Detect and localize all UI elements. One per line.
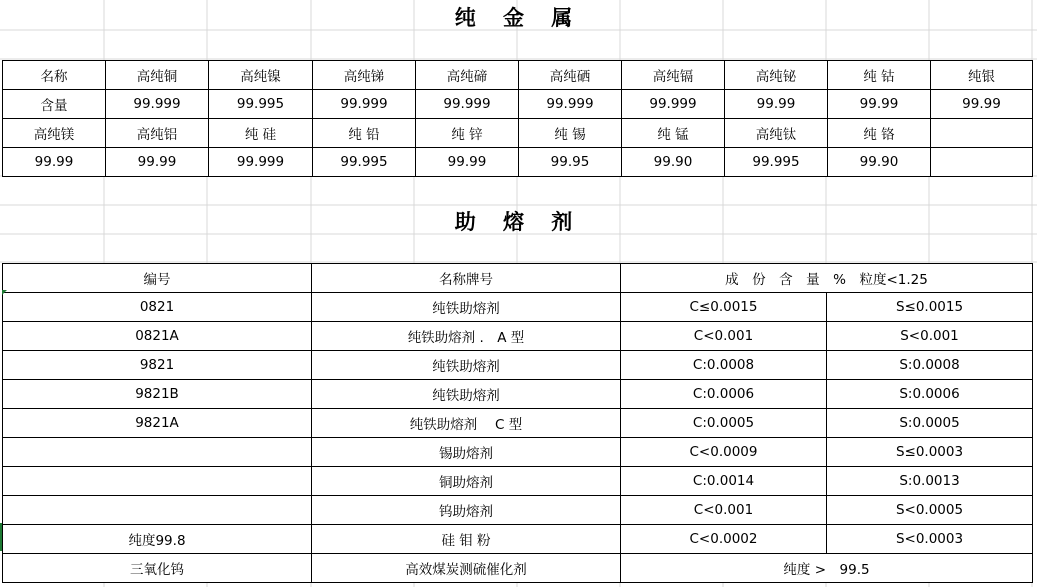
flux-code-cell[interactable]: 9821A [3, 409, 312, 438]
metal-cell[interactable]: 99.90 [622, 148, 725, 177]
flux-code-cell[interactable]: 9821 [3, 351, 312, 380]
metal-cell[interactable]: 高纯钛 [725, 119, 828, 148]
flux-name-cell[interactable]: 纯铁助熔剂 [312, 380, 621, 409]
flux-row [3, 322, 1033, 351]
metal-cell[interactable]: 纯银 [931, 61, 1033, 90]
flux-name-cell[interactable]: 锡助熔剂 [312, 438, 621, 467]
flux-sulfur-cell[interactable]: S≤0.0003 [827, 438, 1033, 467]
flux-last-purity[interactable]: 纯度 > 99.5 [621, 554, 1033, 583]
flux-row [3, 467, 1033, 496]
flux-carbon-cell[interactable]: C:0.0006 [621, 380, 827, 409]
metal-cell[interactable]: 99.99 [828, 90, 931, 119]
metal-cell[interactable]: 99.99 [106, 148, 209, 177]
metal-cell[interactable]: 高纯硒 [519, 61, 622, 90]
flux-header-row [3, 264, 1033, 293]
flux-name-cell[interactable]: 纯铁助熔剂 . A 型 [312, 322, 621, 351]
flux-carbon-cell[interactable]: C<0.0009 [621, 438, 827, 467]
metal-cell[interactable]: 99.999 [519, 90, 622, 119]
metal-cell[interactable]: 99.99 [416, 148, 519, 177]
cell-selection-corner-icon [2, 290, 7, 295]
flux-row [3, 409, 1033, 438]
metal-row [3, 148, 1033, 177]
flux-carbon-cell[interactable]: C<0.0002 [621, 525, 827, 554]
metal-row [3, 119, 1033, 148]
flux-name-cell[interactable]: 纯铁助熔剂 [312, 293, 621, 322]
metal-cell[interactable]: 纯 铅 [313, 119, 416, 148]
flux-title: 助 熔 剂 [454, 209, 583, 234]
metal-cell[interactable]: 含量 [3, 90, 106, 119]
flux-last-row [3, 554, 1033, 583]
metal-cell[interactable]: 名称 [3, 61, 106, 90]
flux-carbon-cell[interactable]: C:0.0005 [621, 409, 827, 438]
flux-code-cell[interactable]: 0821A [3, 322, 312, 351]
flux-sulfur-cell[interactable]: S:0.0006 [827, 380, 1033, 409]
flux-carbon-cell[interactable]: C<0.001 [621, 322, 827, 351]
pure-metals-table [2, 60, 1033, 177]
metal-cell[interactable]: 高纯碲 [416, 61, 519, 90]
metal-cell[interactable]: 99.999 [209, 148, 313, 177]
flux-sulfur-cell[interactable]: S:0.0005 [827, 409, 1033, 438]
flux-row [3, 438, 1033, 467]
metal-cell[interactable]: 99.95 [519, 148, 622, 177]
metal-cell[interactable]: 纯 铬 [828, 119, 931, 148]
flux-carbon-cell[interactable]: C:0.0008 [621, 351, 827, 380]
flux-name-cell[interactable]: 硅 钼 粉 [312, 525, 621, 554]
metal-cell[interactable]: 99.995 [725, 148, 828, 177]
flux-row [3, 380, 1033, 409]
flux-code-cell[interactable] [3, 496, 312, 525]
metal-cell[interactable] [931, 119, 1033, 148]
flux-code-cell[interactable]: 0821 [3, 293, 312, 322]
flux-row [3, 496, 1033, 525]
flux-sulfur-cell[interactable]: S:0.0008 [827, 351, 1033, 380]
metal-row [3, 90, 1033, 119]
flux-sulfur-cell[interactable]: S<0.0005 [827, 496, 1033, 525]
metal-cell[interactable]: 高纯铜 [106, 61, 209, 90]
flux-sulfur-cell[interactable]: S<0.001 [827, 322, 1033, 351]
metal-cell[interactable] [931, 148, 1033, 177]
flux-name-cell[interactable]: 钨助熔剂 [312, 496, 621, 525]
metal-cell[interactable]: 纯 硅 [209, 119, 313, 148]
flux-sulfur-cell[interactable]: S≤0.0015 [827, 293, 1033, 322]
flux-name-cell[interactable]: 纯铁助熔剂 [312, 351, 621, 380]
flux-sulfur-cell[interactable]: S:0.0013 [827, 467, 1033, 496]
metal-cell[interactable]: 99.999 [622, 90, 725, 119]
flux-code-cell[interactable]: 9821B [3, 380, 312, 409]
metal-cell[interactable]: 高纯镉 [622, 61, 725, 90]
flux-name-cell[interactable]: 纯铁助熔剂 C 型 [312, 409, 621, 438]
metal-cell[interactable]: 高纯锑 [313, 61, 416, 90]
metal-cell[interactable]: 纯 锰 [622, 119, 725, 148]
metal-cell[interactable]: 99.995 [313, 148, 416, 177]
metal-cell[interactable]: 99.99 [725, 90, 828, 119]
metal-cell[interactable]: 99.99 [931, 90, 1033, 119]
pure-metals-title: 纯 金 属 [454, 5, 583, 30]
flux-header-content[interactable]: 成 份 含 量 % 粒度<1.25 [621, 264, 1033, 293]
metal-cell[interactable]: 99.90 [828, 148, 931, 177]
metal-row [3, 61, 1033, 90]
flux-name-cell[interactable]: 铜助熔剂 [312, 467, 621, 496]
flux-row [3, 293, 1033, 322]
metal-cell[interactable]: 高纯铋 [725, 61, 828, 90]
flux-header-code[interactable]: 编号 [3, 264, 312, 293]
flux-code-cell[interactable] [3, 438, 312, 467]
metal-cell[interactable]: 高纯镍 [209, 61, 313, 90]
flux-table [2, 263, 1033, 583]
flux-last-name[interactable]: 高效煤炭测硫催化剂 [312, 554, 621, 583]
flux-row [3, 525, 1033, 554]
flux-code-cell[interactable] [3, 467, 312, 496]
metal-cell[interactable]: 纯 锡 [519, 119, 622, 148]
flux-code-cell[interactable]: 纯度99.8 [3, 525, 312, 554]
flux-row [3, 351, 1033, 380]
metal-cell[interactable]: 高纯镁 [3, 119, 106, 148]
metal-cell[interactable]: 高纯铝 [106, 119, 209, 148]
flux-last-code[interactable]: 三氧化钨 [3, 554, 312, 583]
flux-carbon-cell[interactable]: C:0.0014 [621, 467, 827, 496]
active-cell-indicator [0, 523, 2, 551]
flux-carbon-cell[interactable]: C<0.001 [621, 496, 827, 525]
metal-cell[interactable]: 99.995 [209, 90, 313, 119]
metal-cell[interactable]: 99.999 [106, 90, 209, 119]
flux-carbon-cell[interactable]: C≤0.0015 [621, 293, 827, 322]
metal-cell[interactable]: 99.999 [313, 90, 416, 119]
metal-cell[interactable]: 纯 钴 [828, 61, 931, 90]
flux-header-name[interactable]: 名称牌号 [312, 264, 621, 293]
flux-sulfur-cell[interactable]: S<0.0003 [827, 525, 1033, 554]
metal-cell[interactable]: 纯 锌 [416, 119, 519, 148]
metal-cell[interactable]: 99.99 [3, 148, 106, 177]
metal-cell[interactable]: 99.999 [416, 90, 519, 119]
